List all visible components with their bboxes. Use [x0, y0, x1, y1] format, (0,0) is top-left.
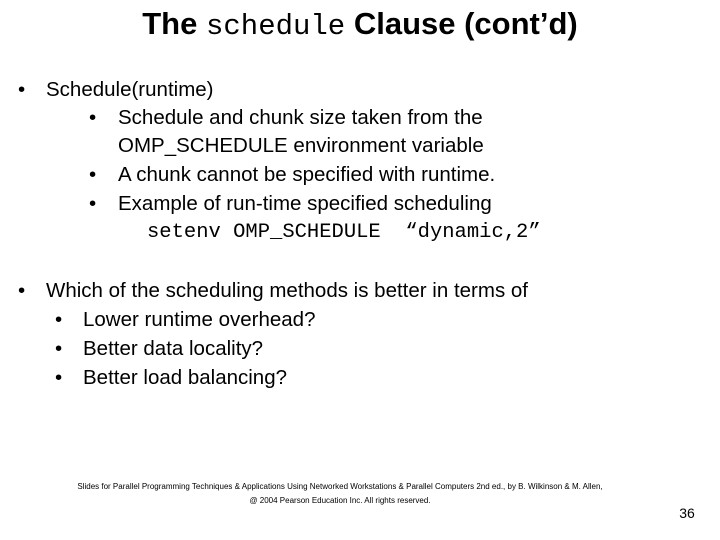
section2-item-2: Better data locality? [83, 337, 264, 360]
section1-item-3: Example of run-time specified scheduling [118, 192, 492, 215]
bullet-icon: • [55, 366, 63, 389]
section1-item-2: A chunk cannot be specified with runtime. [118, 163, 496, 186]
section1-item-1: Schedule and chunk size taken from the [118, 106, 483, 129]
title-code-keyword: schedule [205, 10, 346, 43]
bullet-icon: • [18, 279, 26, 302]
title-prefix: The [142, 6, 206, 41]
bullet-icon: • [89, 163, 97, 186]
slide-footer [20, 480, 660, 508]
bullet-icon: • [55, 308, 63, 331]
bullet-icon: • [89, 106, 97, 129]
section1-heading: Schedule(runtime) [46, 78, 214, 101]
section2-heading: Which of the scheduling methods is better in terms of [46, 279, 528, 302]
bullet-icon: • [18, 78, 26, 101]
footer-citation: Slides for Parallel Programming Techniques & Applications Using Networked Workstations & Parallel Computers 2nd ed., by B. Wilkinson & M. Allen, [77, 482, 603, 491]
section2-item-1: Lower runtime overhead? [83, 308, 316, 331]
title-suffix: Clause (cont’d) [345, 6, 578, 41]
slide-title [0, 4, 720, 47]
bullet-icon: • [89, 192, 97, 215]
code-example: setenv OMP_SCHEDULE “dynamic,2” [147, 221, 541, 244]
page-number: 36 [679, 505, 695, 521]
section1-item-1-continuation: OMP_SCHEDULE environment variable [118, 134, 484, 157]
footer-copyright: @ 2004 Pearson Education Inc. All rights reserved. [249, 496, 431, 505]
section2-item-3: Better load balancing? [83, 366, 288, 389]
bullet-icon: • [55, 337, 63, 360]
